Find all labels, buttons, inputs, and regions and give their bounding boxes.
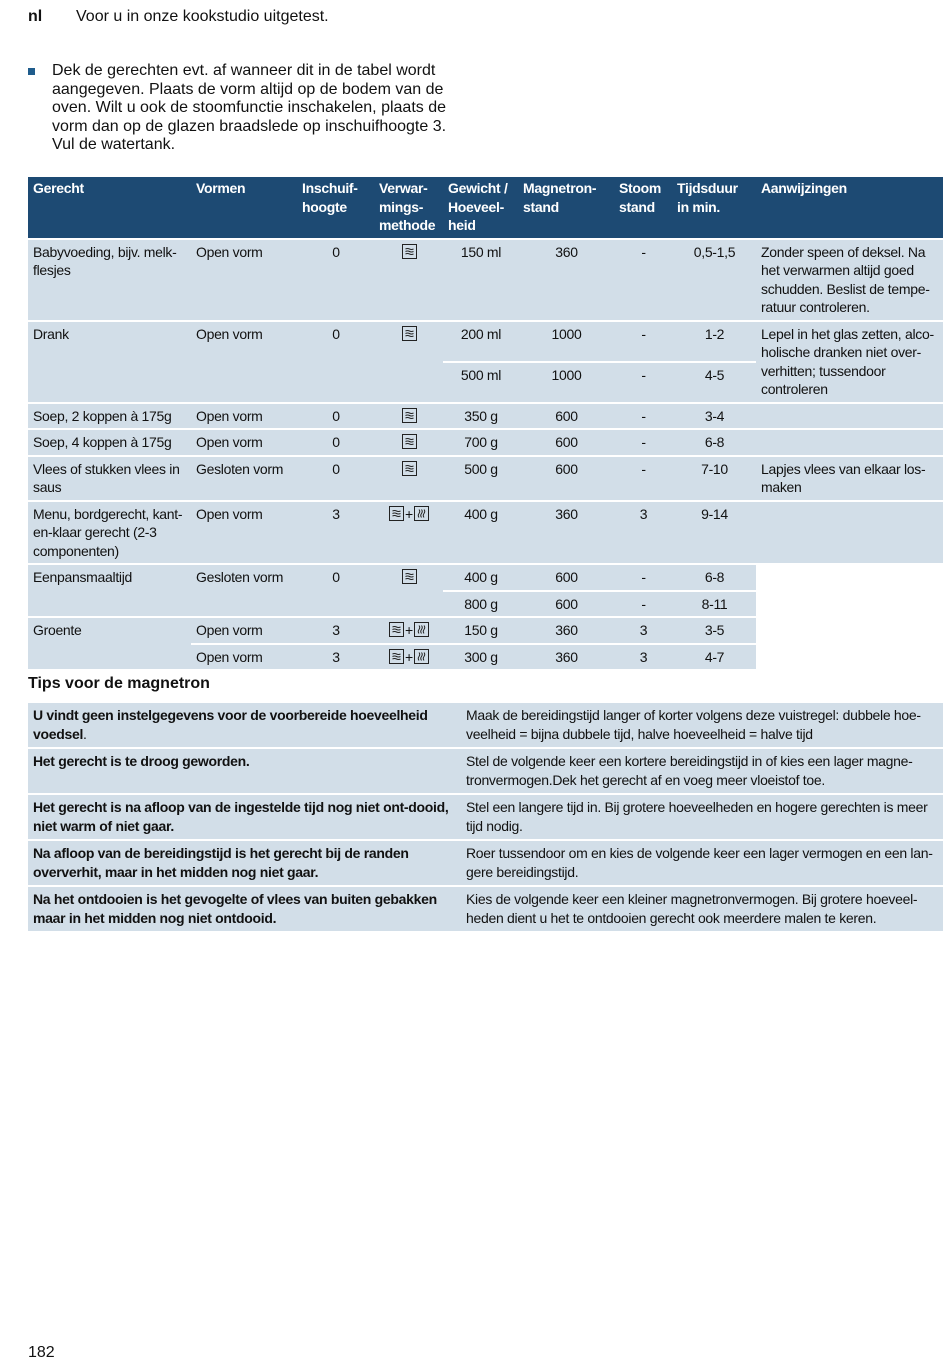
cell-tijd: 0,5-1,5 — [672, 239, 756, 321]
tip-answer: Maak de bereidingstijd langer of korter volgens deze vuistregel: dubbele hoe-veelheid = bijna dubbele tijd, halve hoeveelheid = halve tijd — [461, 702, 943, 748]
cell-gerecht: Eenpansmaaltijd — [28, 564, 191, 617]
cell-gewicht: 350 g — [443, 403, 518, 430]
cell-hoogte: 3 — [297, 617, 374, 644]
cell-gerecht: Babyvoeding, bijv. melk-flesjes — [28, 239, 191, 321]
cell-gewicht: 800 g — [443, 591, 518, 618]
tip-answer: Stel een langere tijd in. Bij grotere hoeveelheden en hogere gerechten is meer tijd nodig. — [461, 794, 943, 840]
cell-stoom: - — [614, 564, 672, 591]
cell-methode — [374, 456, 443, 501]
cell-hoogte: 3 — [297, 644, 374, 670]
steam-icon — [414, 622, 429, 637]
cell-magnetron: 360 — [518, 644, 614, 670]
col-header-methode: Verwar-mings-methode — [374, 177, 443, 239]
col-header-tijd: Tijdsduur in min. — [672, 177, 756, 239]
microwave-icon — [389, 649, 404, 664]
cell-aanwijzingen — [756, 429, 943, 456]
page-header — [28, 8, 329, 26]
cell-tijd: 6-8 — [672, 429, 756, 456]
cell-gerecht: Drank — [28, 321, 191, 403]
cell-gewicht: 400 g — [443, 501, 518, 565]
cell-stoom: 3 — [614, 501, 672, 565]
cell-methode — [374, 429, 443, 456]
bullet-square-icon — [28, 68, 35, 75]
cell-magnetron: 600 — [518, 403, 614, 430]
microwave-icon — [402, 569, 417, 584]
cell-stoom: - — [614, 591, 672, 618]
cell-magnetron: 600 — [518, 591, 614, 618]
cell-stoom: - — [614, 403, 672, 430]
tips-heading: Tips voor de magnetron — [28, 675, 210, 692]
cell-magnetron: 360 — [518, 501, 614, 565]
tips-row — [28, 840, 943, 886]
cell-methode — [374, 239, 443, 321]
cell-tijd: 7-10 — [672, 456, 756, 501]
tips-row — [28, 886, 943, 931]
cell-methode — [374, 403, 443, 430]
cell-gerecht: Soep, 2 koppen à 175g — [28, 403, 191, 430]
cell-gewicht: 400 g — [443, 564, 518, 591]
page-number: 182 — [28, 1344, 55, 1361]
tip-answer: Roer tussendoor om en kies de volgende keer een lager vermogen en een lan-gere bereidingstijd. — [461, 840, 943, 886]
table-row — [28, 456, 943, 501]
cell-methode: + — [374, 501, 443, 565]
cell-tijd: 8-11 — [672, 591, 756, 618]
cell-hoogte: 0 — [297, 403, 374, 430]
cell-vorm: Gesloten vorm — [191, 564, 297, 617]
cell-methode — [374, 321, 443, 403]
tip-answer: Stel de volgende keer een kortere bereidingstijd in of kies een lager magne-tronvermogen.Dek het gerecht af en voeg meer vloeistof toe. — [461, 748, 943, 794]
tip-question: Na afloop van de bereidingstijd is het gerecht bij de randen oververhit, maar in het midden nog niet gaar. — [28, 840, 461, 886]
tips-row — [28, 702, 943, 748]
cell-gewicht: 300 g — [443, 644, 518, 670]
tip-question: Het gerecht is na afloop van de ingestelde tijd nog niet ont-dooid, niet warm of niet gaar. — [28, 794, 461, 840]
microwave-icon — [402, 408, 417, 423]
cell-methode — [374, 564, 443, 617]
table-row — [28, 429, 943, 456]
cell-tijd: 1-2 — [672, 321, 756, 362]
cell-gewicht: 200 ml — [443, 321, 518, 362]
microwave-icon — [402, 244, 417, 259]
cell-tijd: 3-4 — [672, 403, 756, 430]
col-header-aanwijzingen: Aanwijzingen — [756, 177, 943, 239]
cell-magnetron: 360 — [518, 239, 614, 321]
instruction-bullet — [28, 62, 458, 155]
col-header-vormen: Vormen — [191, 177, 297, 239]
cell-gewicht: 500 g — [443, 456, 518, 501]
cell-hoogte: 0 — [297, 564, 374, 617]
microwave-icon — [402, 326, 417, 341]
cell-magnetron: 360 — [518, 617, 614, 644]
cell-hoogte: 0 — [297, 239, 374, 321]
page-header-title: Voor u in onze kookstudio uitgetest. — [76, 8, 329, 25]
cell-aanwijzingen: Lepel in het glas zetten, alco-holische dranken niet over-verhitten; tussendoor controleren — [756, 321, 943, 403]
tips-row — [28, 794, 943, 840]
cell-vorm: Open vorm — [191, 429, 297, 456]
cell-tijd: 6-8 — [672, 564, 756, 591]
cell-gerecht: Menu, bordgerecht, kant-en-klaar gerecht (2-3 componenten) — [28, 501, 191, 565]
microwave-icon — [389, 622, 404, 637]
col-header-magnetron: Magnetron-stand — [518, 177, 614, 239]
cell-aanwijzingen: Zonder speen of deksel. Na het verwarmen altijd goed schudden. Beslist de tempe-ratuur controleren. — [756, 239, 943, 321]
cell-magnetron: 1000 — [518, 321, 614, 362]
cell-aanwijzingen — [756, 501, 943, 565]
tip-question: U vindt geen instelgegevens voor de voorbereide hoeveelheid voedsel. — [28, 702, 461, 748]
cell-aanwijzingen: Lapjes vlees van elkaar los-maken — [756, 456, 943, 501]
cell-gewicht: 150 g — [443, 617, 518, 644]
cell-stoom: - — [614, 429, 672, 456]
cell-hoogte: 0 — [297, 456, 374, 501]
instruction-text: Dek de gerechten evt. af wanneer dit in de tabel wordt aangegeven. Plaats de vorm altijd op de bodem van de oven. Wilt u ook de stoomfunctie inschakelen, plaats de vorm dan op de glazen braadslede op inschuifhoogte 3. Vul de watertank. — [52, 62, 447, 153]
cell-aanwijzingen-blank — [756, 564, 943, 669]
cell-methode: + — [374, 644, 443, 670]
language-code: nl — [28, 8, 43, 25]
cell-stoom: - — [614, 239, 672, 321]
cell-gerecht: Vlees of stukken vlees in saus — [28, 456, 191, 501]
table-row — [28, 501, 943, 565]
table-row — [28, 321, 943, 362]
steam-icon — [414, 649, 429, 664]
cell-tijd: 4-5 — [672, 362, 756, 403]
cell-stoom: 3 — [614, 644, 672, 670]
cell-tijd: 9-14 — [672, 501, 756, 565]
table-row — [28, 403, 943, 430]
cell-gerecht: Groente — [28, 617, 191, 669]
cell-stoom: - — [614, 321, 672, 362]
cooking-table — [28, 177, 943, 669]
col-header-stoom: Stoom stand — [614, 177, 672, 239]
cell-gewicht: 150 ml — [443, 239, 518, 321]
cell-tijd: 4-7 — [672, 644, 756, 670]
table-header-row — [28, 177, 943, 239]
col-header-gewicht: Gewicht / Hoeveel-heid — [443, 177, 518, 239]
table-row — [28, 564, 943, 591]
cell-methode: + — [374, 617, 443, 644]
tips-row — [28, 748, 943, 794]
microwave-icon — [389, 506, 404, 521]
cell-vorm: Gesloten vorm — [191, 456, 297, 501]
tips-table — [28, 701, 943, 931]
steam-icon — [414, 506, 429, 521]
cell-vorm: Open vorm — [191, 321, 297, 403]
cell-magnetron: 600 — [518, 429, 614, 456]
cell-gerecht: Soep, 4 koppen à 175g — [28, 429, 191, 456]
cell-stoom: 3 — [614, 617, 672, 644]
microwave-icon — [402, 461, 417, 476]
col-header-gerecht: Gerecht — [28, 177, 191, 239]
cell-vorm: Open vorm — [191, 644, 297, 670]
cell-vorm: Open vorm — [191, 239, 297, 321]
cell-stoom: - — [614, 456, 672, 501]
microwave-icon — [402, 434, 417, 449]
cell-magnetron: 600 — [518, 456, 614, 501]
cell-hoogte: 0 — [297, 429, 374, 456]
cell-stoom: - — [614, 362, 672, 403]
cell-tijd: 3-5 — [672, 617, 756, 644]
cell-aanwijzingen — [756, 403, 943, 430]
table-row — [28, 239, 943, 321]
tip-question: Na het ontdooien is het gevogelte of vlees van buiten gebakken maar in het midden nog niet ontdooid. — [28, 886, 461, 931]
cell-hoogte: 0 — [297, 321, 374, 403]
cell-vorm: Open vorm — [191, 403, 297, 430]
cell-gewicht: 500 ml — [443, 362, 518, 403]
cell-magnetron: 1000 — [518, 362, 614, 403]
col-header-hoogte: Inschuif-hoogte — [297, 177, 374, 239]
cell-vorm: Open vorm — [191, 501, 297, 565]
cell-hoogte: 3 — [297, 501, 374, 565]
cell-gewicht: 700 g — [443, 429, 518, 456]
cell-magnetron: 600 — [518, 564, 614, 591]
tip-question: Het gerecht is te droog geworden. — [28, 748, 461, 794]
cell-vorm: Open vorm — [191, 617, 297, 644]
tip-answer: Kies de volgende keer een kleiner magnetronvermogen. Bij grotere hoeveel-heden dient u het te ontdooien gerecht ook meerdere malen te keren. — [461, 886, 943, 931]
